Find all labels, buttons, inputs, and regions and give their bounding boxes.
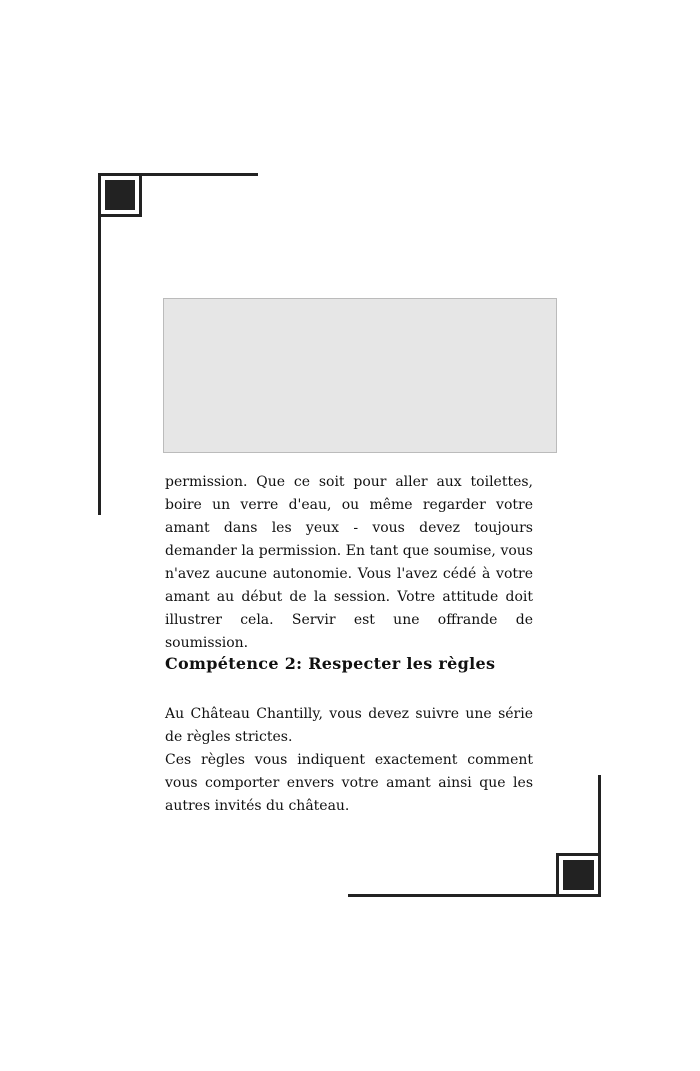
body-paragraph-3: Ces règles vous indiquent exactement comment vous comporter envers votre amant ainsi que les autres invités du château. (165, 752, 533, 814)
frame-top-left-square-ornament (98, 173, 142, 217)
body-paragraph-2: Au Château Chantilly, vous devez suivre une série de règles strictes. (165, 706, 533, 745)
section-heading: Compétence 2: Respecter les règles (165, 654, 496, 673)
body-paragraph-1: permission. Que ce soit pour aller aux toilettes, boire un verre d'eau, ou même regarder votre amant dans les yeux - vous devez toujours demander la permission. En tant que soumise, vous n'avez aucune autonomie. Vous l'avez cédé à votre amant au début de la session. Votre attitude doit illustrer cela. Servir est une offrande de soumission. (165, 474, 533, 651)
frame-top-left-vertical (98, 173, 101, 515)
illustration-placeholder (163, 298, 557, 453)
frame-bottom-right-square-ornament (556, 853, 601, 897)
